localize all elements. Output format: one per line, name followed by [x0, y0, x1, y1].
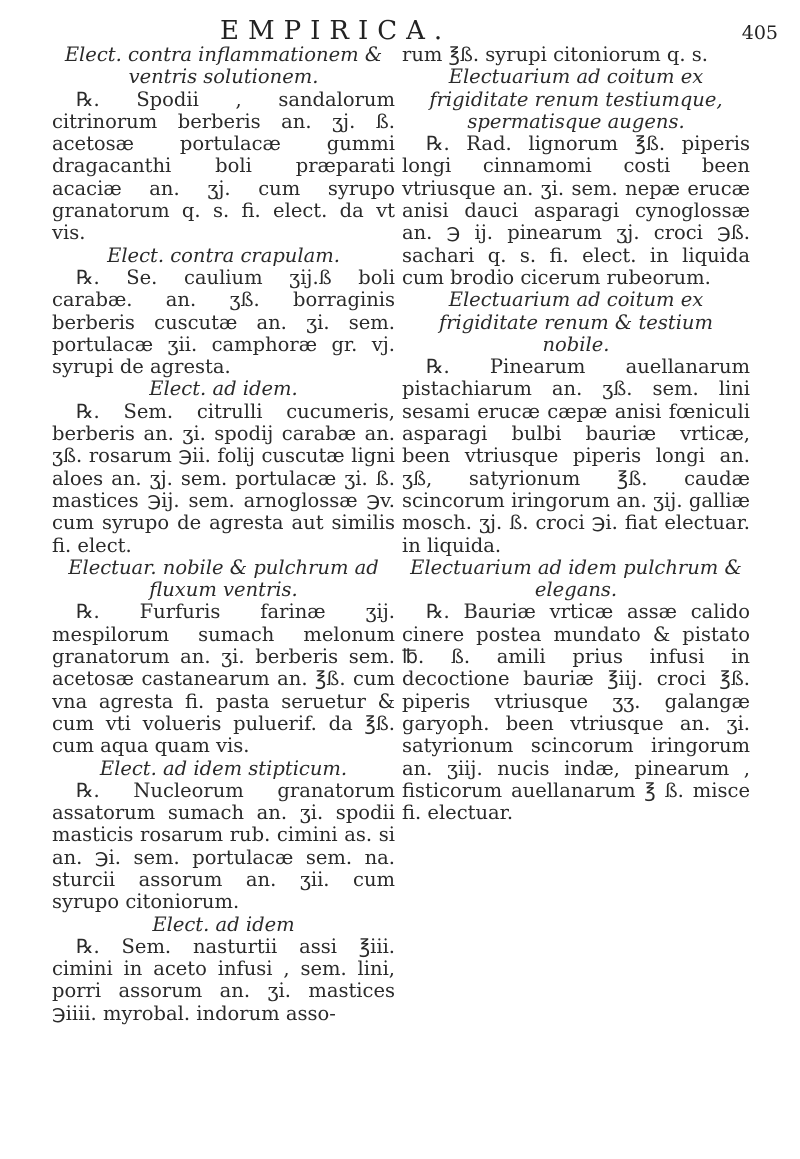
recipe-text: ℞. Sem. citrulli cucumeris, berberis an. ʒi. spodij carabæ an. ʒß. rosarum ℈ii. folij cuscutæ ligni aloes an. ʒj. sem. portulacæ ʒi. ß. mastices ℈ij. sem. arnoglossæ ℈v. cum syrupo de agresta aut similis fi. elect. — [52, 399, 395, 557]
recipe-heading: Elect. contra crapulam. — [107, 243, 340, 267]
recipe-heading: Electuarium ad coitum ex frigiditate renum testiumque, spermatisque augens. — [429, 65, 723, 133]
recipe-heading: Electuar. nobile & pulchrum ad fluxum ventris. — [68, 555, 379, 602]
recipe-text-continued: rum ℥ß. syrupi citoniorum q. s. — [402, 43, 709, 66]
recipe-text: ℞. Pinearum auellanarum pistachiarum an. ʒß. sem. lini sesami erucæ cæpæ anisi fœniculi asparagi bulbi bauriæ vrticæ, been vtriusque piperis longi an. ʒß, satyrionum ℥ß. caudæ scincorum iringorum an. ʒij. galliæ mosch. ʒj. ß. croci ℈i. fiat electuar. in liquida. — [402, 355, 750, 557]
running-title: EMPIRICA. — [220, 16, 452, 46]
recipe-heading: Elect. contra inflammationem & ventris solutionem. — [64, 43, 383, 89]
recipe-heading: Elect. ad idem stipticum. — [99, 756, 348, 780]
recipe-text: ℞. Spodii , sandalorum citrinorum berberis an. ʒj. ß. acetosæ portulacæ gummi dragacanthi boli præparati acaciæ an. ʒj. cum syrupo granatorum q. s. fi. elect. da vt vis. — [52, 87, 395, 245]
recipe-heading: Electuarium ad coitum ex frigiditate renum & testium nobile. — [439, 288, 713, 356]
recipe-heading: Electuarium ad idem pulchrum & elegans. — [410, 555, 742, 602]
page-number: 405 — [741, 22, 778, 44]
recipe-text: ℞. Nucleorum granatorum assatorum sumach an. ʒi. spodii masticis rosarum rub. cimini as. si an. ℈i. sem. portulacæ sem. na. sturcii assorum an. ʒii. cum syrupo citoniorum. — [52, 778, 395, 914]
recipe-text: ℞. Furfuris farinæ ʒij. mespilorum sumach melonum granatorum an. ʒi. berberis sem. acetosæ castanearum an. ℥ß. cum vna agresta fi. pasta seruetur & cum vti volueris puluerif. da ℥ß. cum aqua quam vis. — [52, 600, 395, 758]
left-column — [52, 44, 395, 1025]
recipe-heading: Elect. ad idem. — [149, 377, 298, 401]
recipe-text: ℞. Rad. lignorum ℥ß. piperis longi cinnamomi costi been vtriusque an. ʒi. sem. nepæ erucæ anisi dauci asparagi cynoglossæ an. ℈ ij. pinearum ʒj. croci ℈ß. sachari q. s. fi. elect. in liquida cum brodio cicerum rubeorum. — [402, 132, 750, 289]
recipe-heading: Elect. ad idem — [152, 912, 295, 936]
recipe-text: ℞. Se. caulium ʒij.ß boli carabæ. an. ʒß. borraginis berberis cuscutæ an. ʒi. sem. portulacæ ʒii. camphoræ gr. vj. syrupi de agresta. — [52, 265, 395, 379]
right-column — [402, 44, 750, 824]
recipe-text: ℞. Sem. nasturtii assi ℥iii. cimini in aceto infusi , sem. lini, porri assorum an. ʒi. mastices ℈iiii. myrobal. indorum asso- — [52, 934, 395, 1025]
recipe-text: ℞. Bauriæ vrticæ assæ calido cinere postea mundato & pistato ℔. ß. amili prius infusi in decoctione bauriæ ℥iij. croci ℥ß. piperis vtriusque ʒʒ. galangæ garyoph. been vtriusque an. ʒi. satyrionum scincorum iringorum an. ʒiij. nucis indæ, pinearum , fisticorum auellanarum ℥ ß. misce fi. electuar. — [402, 600, 750, 825]
